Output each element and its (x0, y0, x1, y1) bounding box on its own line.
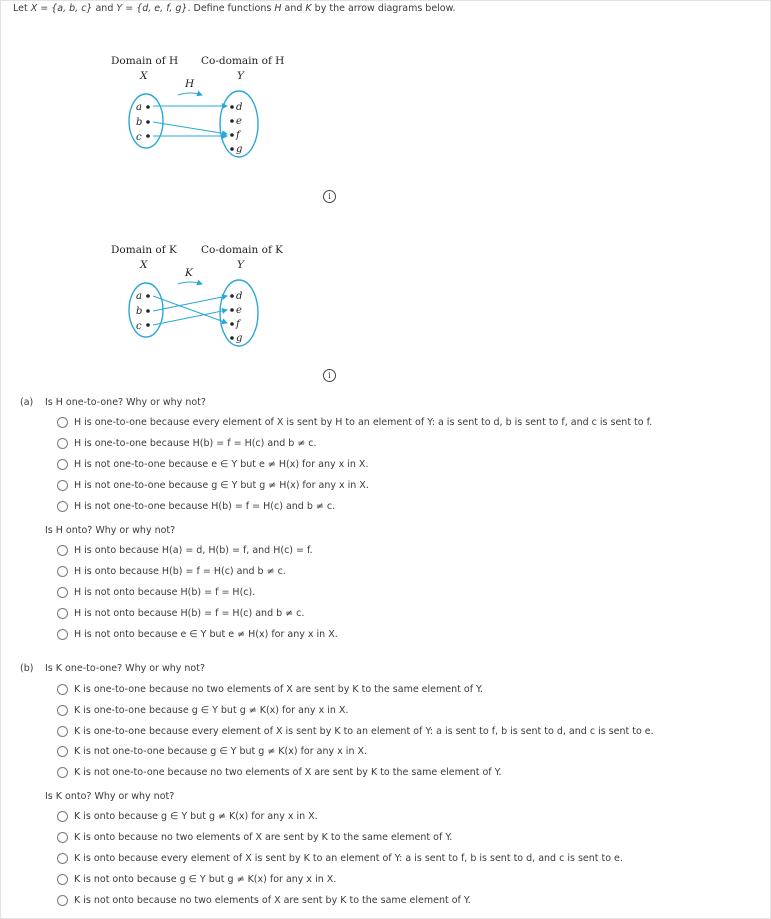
option-a1[interactable] (57, 415, 652, 429)
elem-b: b (136, 306, 143, 317)
part-b-question-text: Is K one-to-one? Why or why not? (45, 663, 206, 674)
option-text: H is not one-to-one because H(b) = f = H(c) and b ≠ c. (74, 500, 336, 512)
option-text: K is not one-to-one because no two elements of X are sent by K to the same element of Y. (74, 766, 502, 778)
option-b2[interactable] (57, 703, 348, 717)
function-label-h: H (185, 78, 195, 90)
part-a-question2: Is H onto? Why or why not? (45, 525, 176, 536)
option-text: K is onto because no two elements of X are sent by K to the same element of Y. (74, 831, 453, 843)
option-text: K is onto because every element of X is sent by K to an element of Y: a is sent to f, b is sent to d, and c is sent to e. (74, 852, 623, 864)
dot-a (146, 294, 150, 298)
codomain-var-k: Y (237, 259, 244, 271)
elem-a: a (136, 102, 142, 113)
option-a3[interactable] (57, 457, 368, 471)
elem-d: d (236, 102, 243, 113)
arrow-b-to-f (153, 122, 227, 134)
domain-var-h: X (140, 70, 148, 82)
option-text: H is not onto because H(b) = f = H(c) and b ≠ c. (74, 607, 305, 619)
part-b-question2: Is K onto? Why or why not? (45, 791, 175, 802)
elem-f: f (236, 130, 240, 141)
option-b10[interactable] (57, 893, 471, 907)
codomain-label-k: Co-domain of K (201, 244, 284, 256)
elem-d: d (236, 291, 243, 302)
radio-button[interactable] (57, 832, 68, 843)
option-text: H is not onto because H(b) = f = H(c). (74, 586, 256, 598)
radio-button[interactable] (57, 480, 68, 491)
option-a2[interactable] (57, 436, 317, 450)
option-a10[interactable] (57, 627, 338, 641)
part-b-question (20, 663, 205, 674)
radio-button[interactable] (57, 545, 68, 556)
intro-end: by the arrow diagrams below. (311, 3, 456, 14)
option-text: K is one-to-one because no two elements of X are sent by K to the same element of Y. (74, 683, 483, 695)
diagram-h-svg (100, 52, 300, 162)
option-b6[interactable] (57, 809, 318, 823)
option-b3[interactable] (57, 724, 654, 738)
elem-e: e (236, 305, 242, 316)
radio-button[interactable] (57, 438, 68, 449)
option-text: K is onto because g ∈ Y but g ≠ K(x) for any x in X. (74, 810, 318, 822)
x-set: X = {a, b, c} (30, 3, 93, 14)
elem-g: g (236, 144, 243, 155)
option-text: H is onto because H(a) = d, H(b) = f, and H(c) = f. (74, 544, 313, 556)
radio-button[interactable] (57, 811, 68, 822)
part-a-label: (a) (20, 397, 34, 408)
elem-c: c (136, 132, 142, 143)
domain-oval-h (129, 94, 163, 148)
diagram-k-svg (100, 241, 300, 351)
intro-h: H (274, 3, 282, 14)
function-arrow-h (178, 93, 202, 95)
intro-text (13, 3, 456, 14)
option-text: K is not onto because g ∈ Y but g ≠ K(x) for any x in X. (74, 873, 337, 885)
option-b7[interactable] (57, 830, 452, 844)
option-text: H is onto because H(b) = f = H(c) and b ≠ c. (74, 565, 286, 577)
part-a-question-text: Is H one-to-one? Why or why not? (45, 397, 206, 408)
radio-button[interactable] (57, 566, 68, 577)
codomain-label-h: Co-domain of H (201, 55, 285, 67)
domain-label-k: Domain of K (111, 244, 177, 256)
option-text: K is one-to-one because every element of X is sent by K to an element of Y: a is sent to f, b is sent to d, and c is sent to e. (74, 725, 654, 737)
option-b1[interactable] (57, 682, 483, 696)
radio-button[interactable] (57, 684, 68, 695)
radio-button[interactable] (57, 587, 68, 598)
elem-a: a (136, 291, 142, 302)
radio-button[interactable] (57, 608, 68, 619)
radio-button[interactable] (57, 767, 68, 778)
function-arrow-k (178, 282, 202, 284)
option-text: H is one-to-one because every element of X is sent by H to an element of Y: a is sent to d, b is sent to f, and c is sent to f. (74, 416, 653, 428)
dot-c (146, 323, 150, 327)
arrow-diagram-k (100, 241, 300, 351)
radio-button[interactable] (57, 417, 68, 428)
info-icon[interactable]: i (323, 190, 336, 203)
dot-g (230, 147, 234, 151)
radio-button[interactable] (57, 501, 68, 512)
dot-g (230, 336, 234, 340)
dot-f (230, 133, 234, 137)
info-icon[interactable]: i (323, 369, 336, 382)
option-b4[interactable] (57, 744, 367, 758)
intro-k: K (305, 3, 312, 14)
part-b-label: (b) (20, 663, 34, 674)
dot-a (146, 105, 150, 109)
option-b9[interactable] (57, 872, 336, 886)
option-text: K is one-to-one because g ∈ Y but g ≠ K(x) for any x in X. (74, 704, 349, 716)
option-a8[interactable] (57, 585, 255, 599)
option-a4[interactable] (57, 478, 369, 492)
arrow-a-to-f (153, 296, 227, 323)
dot-b (146, 309, 150, 313)
option-text: H is not one-to-one because e ∈ Y but e ≠ H(x) for any x in X. (74, 458, 369, 470)
dot-e (230, 119, 234, 123)
option-a9[interactable] (57, 606, 304, 620)
domain-label-h: Domain of H (111, 55, 179, 67)
option-b8[interactable] (57, 851, 623, 865)
dot-f (230, 322, 234, 326)
elem-g: g (236, 333, 243, 344)
part-a-question (20, 397, 206, 408)
arrow-c-to-e (153, 310, 227, 325)
option-a5[interactable] (57, 499, 335, 513)
option-text: H is not one-to-one because g ∈ Y but g ≠ H(x) for any x in X. (74, 479, 369, 491)
domain-var-k: X (140, 259, 148, 271)
radio-button[interactable] (57, 874, 68, 885)
radio-button[interactable] (57, 629, 68, 640)
dot-d (230, 294, 234, 298)
intro-tail: . Define functions (187, 3, 275, 14)
option-text: K is not one-to-one because g ∈ Y but g ≠ K(x) for any x in X. (74, 745, 368, 757)
y-set: Y = {d, e, f, g} (116, 3, 188, 14)
dot-e (230, 308, 234, 312)
elem-c: c (136, 321, 142, 332)
dot-c (146, 134, 150, 138)
option-text: K is not onto because no two elements of X are sent by K to the same element of Y. (74, 894, 471, 906)
option-text: H is not onto because e ∈ Y but e ≠ H(x) for any x in X. (74, 628, 338, 640)
option-a7[interactable] (57, 564, 286, 578)
radio-button[interactable] (57, 726, 68, 737)
elem-f: f (236, 319, 240, 330)
elem-e: e (236, 116, 242, 127)
codomain-var-h: Y (237, 70, 244, 82)
function-label-k: K (185, 267, 193, 279)
dot-b (146, 120, 150, 124)
radio-button[interactable] (57, 895, 68, 906)
option-b5[interactable] (57, 765, 502, 779)
arrow-b-to-d (153, 296, 227, 311)
radio-button[interactable] (57, 705, 68, 716)
option-a6[interactable] (57, 543, 313, 557)
intro-and: and (92, 3, 117, 14)
dot-d (230, 105, 234, 109)
elem-b: b (136, 117, 143, 128)
radio-button[interactable] (57, 459, 68, 470)
radio-button[interactable] (57, 853, 68, 864)
option-text: H is one-to-one because H(b) = f = H(c) and b ≠ c. (74, 437, 317, 449)
intro-lead: Let (13, 3, 31, 14)
intro-and2: and (281, 3, 306, 14)
radio-button[interactable] (57, 746, 68, 757)
arrow-diagram-h (100, 52, 300, 162)
